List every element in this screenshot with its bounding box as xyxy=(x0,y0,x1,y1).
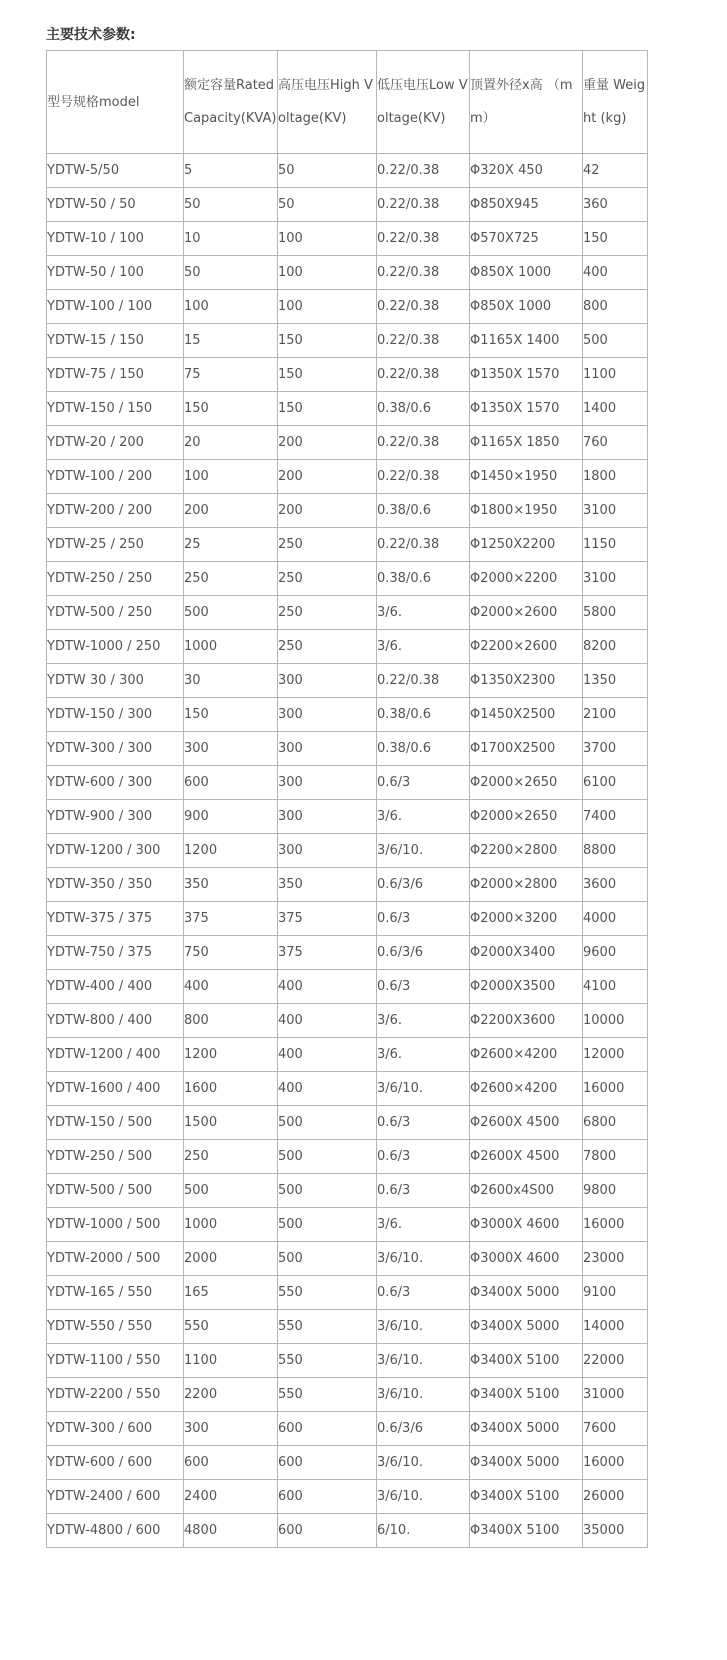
cell-dimensions: Φ3000X 4600 xyxy=(470,1242,583,1276)
table-row xyxy=(47,1310,648,1344)
cell-low-voltage: 0.22/0.38 xyxy=(377,664,470,698)
cell-rated-capacity: 1100 xyxy=(184,1344,278,1378)
cell-dimensions: Φ1165X 1400 xyxy=(470,324,583,358)
table-row xyxy=(47,1480,648,1514)
cell-rated-capacity: 400 xyxy=(184,970,278,1004)
header-high-voltage: 高压电压High Voltage(KV) xyxy=(278,51,377,154)
table-row xyxy=(47,1412,648,1446)
cell-model: YDTW-1600 / 400 xyxy=(47,1072,184,1106)
cell-low-voltage: 0.6/3 xyxy=(377,1276,470,1310)
cell-weight: 3600 xyxy=(583,868,648,902)
cell-weight: 16000 xyxy=(583,1446,648,1480)
cell-weight: 1350 xyxy=(583,664,648,698)
cell-model: YDTW-900 / 300 xyxy=(47,800,184,834)
cell-low-voltage: 0.22/0.38 xyxy=(377,426,470,460)
header-row xyxy=(47,51,648,154)
cell-rated-capacity: 600 xyxy=(184,1446,278,1480)
cell-model: YDTW-1200 / 300 xyxy=(47,834,184,868)
cell-high-voltage: 550 xyxy=(278,1310,377,1344)
table-row xyxy=(47,800,648,834)
cell-high-voltage: 250 xyxy=(278,596,377,630)
cell-model: YDTW-550 / 550 xyxy=(47,1310,184,1344)
cell-low-voltage: 0.38/0.6 xyxy=(377,732,470,766)
cell-dimensions: Φ3400X 5100 xyxy=(470,1344,583,1378)
cell-model: YDTW-100 / 100 xyxy=(47,290,184,324)
cell-model: YDTW-1200 / 400 xyxy=(47,1038,184,1072)
cell-dimensions: Φ320X 450 xyxy=(470,154,583,188)
cell-rated-capacity: 1000 xyxy=(184,1208,278,1242)
cell-rated-capacity: 10 xyxy=(184,222,278,256)
header-weight: 重量 Weight (kg) xyxy=(583,51,648,154)
cell-high-voltage: 250 xyxy=(278,528,377,562)
cell-model: YDTW-50 / 100 xyxy=(47,256,184,290)
cell-low-voltage: 0.6/3 xyxy=(377,1174,470,1208)
cell-low-voltage: 0.6/3 xyxy=(377,902,470,936)
cell-model: YDTW-750 / 375 xyxy=(47,936,184,970)
cell-rated-capacity: 600 xyxy=(184,766,278,800)
cell-weight: 6100 xyxy=(583,766,648,800)
table-row xyxy=(47,936,648,970)
cell-rated-capacity: 2000 xyxy=(184,1242,278,1276)
cell-dimensions: Φ3400X 5000 xyxy=(470,1446,583,1480)
cell-weight: 1150 xyxy=(583,528,648,562)
table-row xyxy=(47,426,648,460)
cell-rated-capacity: 375 xyxy=(184,902,278,936)
cell-dimensions: Φ2600X 4500 xyxy=(470,1140,583,1174)
cell-high-voltage: 375 xyxy=(278,902,377,936)
cell-low-voltage: 0.6/3 xyxy=(377,970,470,1004)
cell-model: YDTW-25 / 250 xyxy=(47,528,184,562)
cell-weight: 7600 xyxy=(583,1412,648,1446)
cell-dimensions: Φ3400X 5100 xyxy=(470,1480,583,1514)
table-row xyxy=(47,664,648,698)
cell-high-voltage: 550 xyxy=(278,1344,377,1378)
cell-low-voltage: 3/6/10. xyxy=(377,1446,470,1480)
cell-low-voltage: 3/6/10. xyxy=(377,1310,470,1344)
cell-dimensions: Φ1250X2200 xyxy=(470,528,583,562)
cell-model: YDTW-375 / 375 xyxy=(47,902,184,936)
cell-weight: 800 xyxy=(583,290,648,324)
cell-model: YDTW-500 / 500 xyxy=(47,1174,184,1208)
table-row xyxy=(47,1276,648,1310)
cell-model: YDTW-400 / 400 xyxy=(47,970,184,1004)
cell-high-voltage: 600 xyxy=(278,1412,377,1446)
cell-model: YDTW-200 / 200 xyxy=(47,494,184,528)
cell-model: YDTW-300 / 600 xyxy=(47,1412,184,1446)
cell-dimensions: Φ2000×3200 xyxy=(470,902,583,936)
cell-rated-capacity: 1000 xyxy=(184,630,278,664)
cell-weight: 4000 xyxy=(583,902,648,936)
cell-dimensions: Φ2600×4200 xyxy=(470,1038,583,1072)
cell-high-voltage: 300 xyxy=(278,800,377,834)
cell-low-voltage: 3/6. xyxy=(377,800,470,834)
table-row xyxy=(47,1344,648,1378)
cell-low-voltage: 0.22/0.38 xyxy=(377,222,470,256)
cell-model: YDTW-5/50 xyxy=(47,154,184,188)
cell-dimensions: Φ1350X 1570 xyxy=(470,392,583,426)
cell-rated-capacity: 900 xyxy=(184,800,278,834)
cell-dimensions: Φ2600x4S00 xyxy=(470,1174,583,1208)
cell-low-voltage: 0.6/3 xyxy=(377,1140,470,1174)
cell-rated-capacity: 300 xyxy=(184,1412,278,1446)
cell-high-voltage: 600 xyxy=(278,1514,377,1548)
cell-weight: 6800 xyxy=(583,1106,648,1140)
table-row xyxy=(47,1174,648,1208)
cell-high-voltage: 50 xyxy=(278,188,377,222)
cell-high-voltage: 50 xyxy=(278,154,377,188)
cell-rated-capacity: 1600 xyxy=(184,1072,278,1106)
table-row xyxy=(47,222,648,256)
cell-weight: 8200 xyxy=(583,630,648,664)
cell-weight: 16000 xyxy=(583,1208,648,1242)
header-rated-capacity: 额定容量Rated Capacity(KVA) xyxy=(184,51,278,154)
cell-rated-capacity: 500 xyxy=(184,596,278,630)
table-row xyxy=(47,324,648,358)
cell-weight: 16000 xyxy=(583,1072,648,1106)
cell-high-voltage: 300 xyxy=(278,698,377,732)
cell-low-voltage: 3/6. xyxy=(377,1038,470,1072)
cell-low-voltage: 0.22/0.38 xyxy=(377,324,470,358)
table-row xyxy=(47,766,648,800)
cell-low-voltage: 0.38/0.6 xyxy=(377,494,470,528)
cell-high-voltage: 500 xyxy=(278,1208,377,1242)
cell-high-voltage: 350 xyxy=(278,868,377,902)
cell-dimensions: Φ1350X2300 xyxy=(470,664,583,698)
cell-weight: 26000 xyxy=(583,1480,648,1514)
cell-low-voltage: 3/6/10. xyxy=(377,1242,470,1276)
cell-model: YDTW-1000 / 500 xyxy=(47,1208,184,1242)
cell-high-voltage: 150 xyxy=(278,358,377,392)
cell-low-voltage: 0.38/0.6 xyxy=(377,392,470,426)
cell-dimensions: Φ850X 1000 xyxy=(470,256,583,290)
cell-dimensions: Φ3400X 5100 xyxy=(470,1378,583,1412)
cell-weight: 22000 xyxy=(583,1344,648,1378)
cell-weight: 31000 xyxy=(583,1378,648,1412)
cell-model: YDTW-150 / 500 xyxy=(47,1106,184,1140)
cell-high-voltage: 500 xyxy=(278,1242,377,1276)
cell-high-voltage: 200 xyxy=(278,426,377,460)
cell-weight: 7800 xyxy=(583,1140,648,1174)
cell-high-voltage: 400 xyxy=(278,970,377,1004)
cell-high-voltage: 200 xyxy=(278,494,377,528)
cell-rated-capacity: 550 xyxy=(184,1310,278,1344)
cell-rated-capacity: 200 xyxy=(184,494,278,528)
cell-dimensions: Φ3000X 4600 xyxy=(470,1208,583,1242)
table-row xyxy=(47,1072,648,1106)
cell-high-voltage: 250 xyxy=(278,562,377,596)
cell-model: YDTW-50 / 50 xyxy=(47,188,184,222)
table-row xyxy=(47,596,648,630)
cell-dimensions: Φ1165X 1850 xyxy=(470,426,583,460)
cell-rated-capacity: 1200 xyxy=(184,834,278,868)
cell-low-voltage: 0.6/3 xyxy=(377,1106,470,1140)
cell-weight: 12000 xyxy=(583,1038,648,1072)
cell-low-voltage: 6/10. xyxy=(377,1514,470,1548)
cell-dimensions: Φ850X945 xyxy=(470,188,583,222)
cell-weight: 35000 xyxy=(583,1514,648,1548)
cell-low-voltage: 3/6/10. xyxy=(377,1072,470,1106)
cell-model: YDTW-4800 / 600 xyxy=(47,1514,184,1548)
cell-high-voltage: 200 xyxy=(278,460,377,494)
cell-model: YDTW-350 / 350 xyxy=(47,868,184,902)
cell-rated-capacity: 750 xyxy=(184,936,278,970)
cell-dimensions: Φ2600X 4500 xyxy=(470,1106,583,1140)
cell-model: YDTW-2200 / 550 xyxy=(47,1378,184,1412)
cell-high-voltage: 150 xyxy=(278,324,377,358)
cell-rated-capacity: 800 xyxy=(184,1004,278,1038)
table-row xyxy=(47,528,648,562)
cell-low-voltage: 0.22/0.38 xyxy=(377,358,470,392)
table-row xyxy=(47,290,648,324)
cell-low-voltage: 0.22/0.38 xyxy=(377,528,470,562)
spec-table-body xyxy=(47,154,648,1548)
cell-rated-capacity: 250 xyxy=(184,562,278,596)
cell-rated-capacity: 150 xyxy=(184,698,278,732)
cell-model: YDTW 30 / 300 xyxy=(47,664,184,698)
cell-model: YDTW-600 / 300 xyxy=(47,766,184,800)
cell-low-voltage: 0.38/0.6 xyxy=(377,562,470,596)
cell-weight: 3100 xyxy=(583,562,648,596)
cell-dimensions: Φ3400X 5000 xyxy=(470,1310,583,1344)
cell-low-voltage: 3/6. xyxy=(377,1004,470,1038)
cell-weight: 5800 xyxy=(583,596,648,630)
cell-low-voltage: 0.6/3/6 xyxy=(377,868,470,902)
cell-rated-capacity: 1500 xyxy=(184,1106,278,1140)
cell-weight: 8800 xyxy=(583,834,648,868)
table-row xyxy=(47,460,648,494)
cell-high-voltage: 150 xyxy=(278,392,377,426)
cell-low-voltage: 3/6/10. xyxy=(377,1480,470,1514)
cell-low-voltage: 0.22/0.38 xyxy=(377,256,470,290)
header-model: 型号规格model xyxy=(47,51,184,154)
cell-weight: 360 xyxy=(583,188,648,222)
cell-model: YDTW-800 / 400 xyxy=(47,1004,184,1038)
table-row xyxy=(47,392,648,426)
cell-weight: 500 xyxy=(583,324,648,358)
table-row xyxy=(47,1106,648,1140)
cell-model: YDTW-2400 / 600 xyxy=(47,1480,184,1514)
table-row xyxy=(47,494,648,528)
cell-model: YDTW-600 / 600 xyxy=(47,1446,184,1480)
table-row xyxy=(47,1004,648,1038)
cell-low-voltage: 0.6/3 xyxy=(377,766,470,800)
cell-low-voltage: 3/6/10. xyxy=(377,1344,470,1378)
cell-rated-capacity: 75 xyxy=(184,358,278,392)
cell-dimensions: Φ2600×4200 xyxy=(470,1072,583,1106)
cell-weight: 42 xyxy=(583,154,648,188)
cell-model: YDTW-100 / 200 xyxy=(47,460,184,494)
table-row xyxy=(47,358,648,392)
table-row xyxy=(47,188,648,222)
cell-dimensions: Φ3400X 5000 xyxy=(470,1412,583,1446)
table-row xyxy=(47,630,648,664)
cell-rated-capacity: 20 xyxy=(184,426,278,460)
cell-dimensions: Φ3400X 5100 xyxy=(470,1514,583,1548)
table-row xyxy=(47,970,648,1004)
cell-rated-capacity: 2400 xyxy=(184,1480,278,1514)
cell-rated-capacity: 50 xyxy=(184,256,278,290)
table-row xyxy=(47,1514,648,1548)
cell-weight: 760 xyxy=(583,426,648,460)
cell-weight: 2100 xyxy=(583,698,648,732)
cell-high-voltage: 600 xyxy=(278,1446,377,1480)
cell-weight: 9100 xyxy=(583,1276,648,1310)
cell-model: YDTW-1100 / 550 xyxy=(47,1344,184,1378)
cell-high-voltage: 100 xyxy=(278,290,377,324)
cell-high-voltage: 550 xyxy=(278,1276,377,1310)
cell-rated-capacity: 15 xyxy=(184,324,278,358)
cell-high-voltage: 400 xyxy=(278,1072,377,1106)
cell-model: YDTW-500 / 250 xyxy=(47,596,184,630)
cell-low-voltage: 0.22/0.38 xyxy=(377,290,470,324)
cell-low-voltage: 0.6/3/6 xyxy=(377,1412,470,1446)
cell-high-voltage: 300 xyxy=(278,664,377,698)
table-row xyxy=(47,1242,648,1276)
table-row xyxy=(47,732,648,766)
cell-dimensions: Φ2000×2600 xyxy=(470,596,583,630)
cell-low-voltage: 3/6. xyxy=(377,1208,470,1242)
table-row xyxy=(47,868,648,902)
cell-dimensions: Φ850X 1000 xyxy=(470,290,583,324)
cell-dimensions: Φ2000×2650 xyxy=(470,800,583,834)
cell-weight: 1100 xyxy=(583,358,648,392)
table-row xyxy=(47,1446,648,1480)
cell-low-voltage: 0.22/0.38 xyxy=(377,154,470,188)
section-title: 主要技术参数: xyxy=(46,27,136,43)
cell-high-voltage: 375 xyxy=(278,936,377,970)
cell-model: YDTW-165 / 550 xyxy=(47,1276,184,1310)
cell-dimensions: Φ1450×1950 xyxy=(470,460,583,494)
table-row xyxy=(47,256,648,290)
cell-dimensions: Φ2200×2600 xyxy=(470,630,583,664)
cell-low-voltage: 3/6. xyxy=(377,630,470,664)
cell-low-voltage: 3/6/10. xyxy=(377,834,470,868)
cell-model: YDTW-250 / 250 xyxy=(47,562,184,596)
cell-model: YDTW-75 / 150 xyxy=(47,358,184,392)
cell-dimensions: Φ2000X3400 xyxy=(470,936,583,970)
cell-dimensions: Φ2000×2800 xyxy=(470,868,583,902)
cell-weight: 400 xyxy=(583,256,648,290)
cell-model: YDTW-1000 / 250 xyxy=(47,630,184,664)
cell-high-voltage: 500 xyxy=(278,1174,377,1208)
cell-low-voltage: 0.38/0.6 xyxy=(377,698,470,732)
cell-rated-capacity: 150 xyxy=(184,392,278,426)
cell-high-voltage: 300 xyxy=(278,834,377,868)
cell-model: YDTW-15 / 150 xyxy=(47,324,184,358)
cell-weight: 1400 xyxy=(583,392,648,426)
table-row xyxy=(47,698,648,732)
cell-high-voltage: 500 xyxy=(278,1106,377,1140)
cell-rated-capacity: 50 xyxy=(184,188,278,222)
cell-low-voltage: 0.6/3/6 xyxy=(377,936,470,970)
cell-dimensions: Φ3400X 5000 xyxy=(470,1276,583,1310)
cell-model: YDTW-10 / 100 xyxy=(47,222,184,256)
cell-dimensions: Φ570X725 xyxy=(470,222,583,256)
cell-rated-capacity: 350 xyxy=(184,868,278,902)
cell-rated-capacity: 5 xyxy=(184,154,278,188)
cell-weight: 10000 xyxy=(583,1004,648,1038)
cell-high-voltage: 250 xyxy=(278,630,377,664)
cell-model: YDTW-20 / 200 xyxy=(47,426,184,460)
cell-weight: 3100 xyxy=(583,494,648,528)
cell-rated-capacity: 4800 xyxy=(184,1514,278,1548)
cell-weight: 14000 xyxy=(583,1310,648,1344)
cell-dimensions: Φ2000×2200 xyxy=(470,562,583,596)
cell-model: YDTW-2000 / 500 xyxy=(47,1242,184,1276)
cell-rated-capacity: 25 xyxy=(184,528,278,562)
cell-high-voltage: 300 xyxy=(278,766,377,800)
cell-weight: 150 xyxy=(583,222,648,256)
cell-high-voltage: 300 xyxy=(278,732,377,766)
cell-model: YDTW-250 / 500 xyxy=(47,1140,184,1174)
cell-rated-capacity: 100 xyxy=(184,290,278,324)
cell-low-voltage: 0.22/0.38 xyxy=(377,460,470,494)
cell-dimensions: Φ1700X2500 xyxy=(470,732,583,766)
cell-high-voltage: 100 xyxy=(278,256,377,290)
cell-rated-capacity: 1200 xyxy=(184,1038,278,1072)
cell-weight: 7400 xyxy=(583,800,648,834)
cell-low-voltage: 3/6. xyxy=(377,596,470,630)
table-row xyxy=(47,1208,648,1242)
table-row xyxy=(47,154,648,188)
table-row xyxy=(47,1038,648,1072)
cell-weight: 3700 xyxy=(583,732,648,766)
cell-high-voltage: 400 xyxy=(278,1004,377,1038)
table-row xyxy=(47,1140,648,1174)
cell-dimensions: Φ2000X3500 xyxy=(470,970,583,1004)
cell-dimensions: Φ2000×2650 xyxy=(470,766,583,800)
cell-high-voltage: 400 xyxy=(278,1038,377,1072)
cell-high-voltage: 100 xyxy=(278,222,377,256)
table-row xyxy=(47,902,648,936)
cell-high-voltage: 600 xyxy=(278,1480,377,1514)
cell-rated-capacity: 165 xyxy=(184,1276,278,1310)
cell-weight: 4100 xyxy=(583,970,648,1004)
cell-dimensions: Φ2200X3600 xyxy=(470,1004,583,1038)
table-row xyxy=(47,834,648,868)
cell-model: YDTW-300 / 300 xyxy=(47,732,184,766)
cell-low-voltage: 3/6/10. xyxy=(377,1378,470,1412)
cell-model: YDTW-150 / 300 xyxy=(47,698,184,732)
header-low-voltage: 低压电压Low Voltage(KV) xyxy=(377,51,470,154)
spec-table-header xyxy=(47,51,648,154)
table-row xyxy=(47,562,648,596)
cell-rated-capacity: 500 xyxy=(184,1174,278,1208)
cell-weight: 23000 xyxy=(583,1242,648,1276)
cell-dimensions: Φ2200×2800 xyxy=(470,834,583,868)
cell-low-voltage: 0.22/0.38 xyxy=(377,188,470,222)
cell-weight: 9800 xyxy=(583,1174,648,1208)
cell-model: YDTW-150 / 150 xyxy=(47,392,184,426)
header-dimensions: 顶置外径x高 （mm） xyxy=(470,51,583,154)
cell-rated-capacity: 30 xyxy=(184,664,278,698)
cell-rated-capacity: 2200 xyxy=(184,1378,278,1412)
cell-high-voltage: 500 xyxy=(278,1140,377,1174)
cell-weight: 9600 xyxy=(583,936,648,970)
cell-rated-capacity: 100 xyxy=(184,460,278,494)
cell-dimensions: Φ1450X2500 xyxy=(470,698,583,732)
cell-weight: 1800 xyxy=(583,460,648,494)
table-row xyxy=(47,1378,648,1412)
spec-table xyxy=(46,50,648,1548)
cell-rated-capacity: 300 xyxy=(184,732,278,766)
cell-dimensions: Φ1800×1950 xyxy=(470,494,583,528)
cell-rated-capacity: 250 xyxy=(184,1140,278,1174)
cell-dimensions: Φ1350X 1570 xyxy=(470,358,583,392)
cell-high-voltage: 550 xyxy=(278,1378,377,1412)
